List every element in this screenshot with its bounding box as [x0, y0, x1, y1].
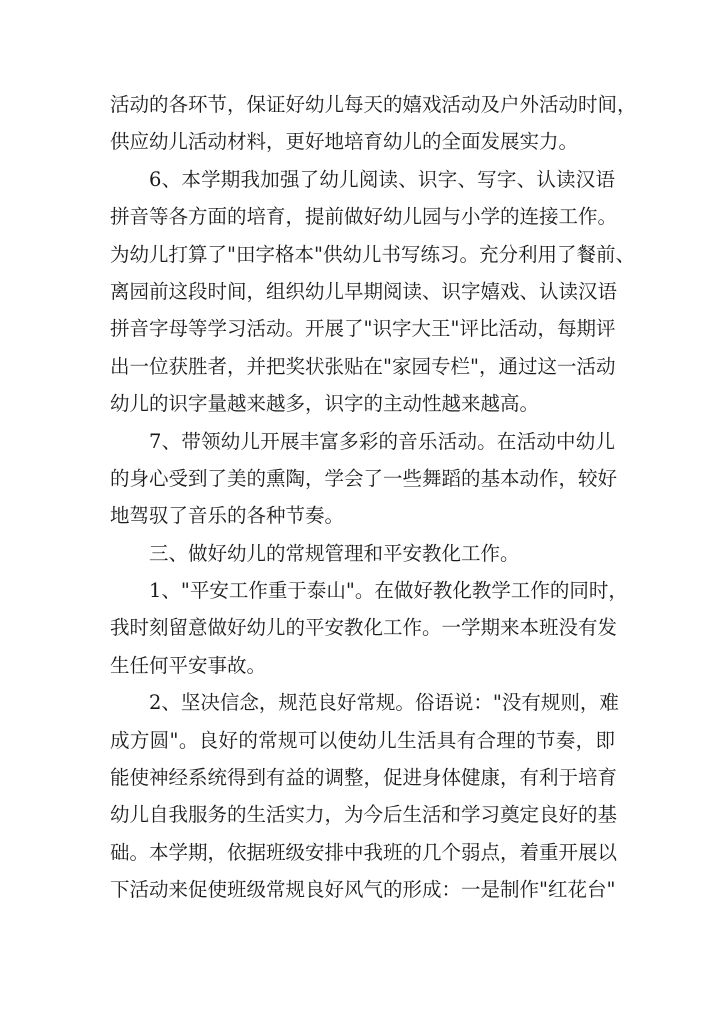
text-line: 拼音等各方面的培育，提前做好幼儿园与小学的连接工作。: [110, 205, 618, 229]
text-line: 幼儿的识字量越来越多，识字的主动性越来越高。: [110, 392, 540, 416]
text-line: 出一位获胜者，并把奖状张贴在"家园专栏"，通过这一活动: [110, 354, 616, 378]
text-line: 为幼儿打算了"田字格本"供幼儿书写练习。充分利用了餐前、: [110, 242, 635, 266]
text-line: 拼音字母等学习活动。开展了"识字大王"评比活动，每期评: [110, 317, 616, 341]
text-line: 我时刻留意做好幼儿的平安教化工作。一学期来本班没有发: [110, 616, 618, 640]
section-heading: 三、做好幼儿的常规管理和平安教化工作。: [149, 541, 520, 565]
text-line: 生任何平安事故。: [110, 653, 267, 677]
text-line: 的身心受到了美的熏陶，学会了一些舞蹈的基本动作，较好: [110, 466, 618, 490]
text-line: 幼儿自我服务的生活实力，为今后生活和学习奠定良好的基: [110, 803, 618, 827]
text-line: 供应幼儿活动材料，更好地培育幼儿的全面发展实力。: [110, 130, 579, 154]
text-line: 地驾驭了音乐的各种节奏。: [110, 504, 345, 528]
text-line: 成方圆"。良好的常规可以使幼儿生活具有合理的节奏，即: [110, 728, 615, 752]
text-line: 离园前这段时间，组织幼儿早期阅读、识字嬉戏、认读汉语: [110, 279, 618, 303]
text-line: 活动的各环节，保证好幼儿每天的嬉戏活动及户外活动时间，: [110, 93, 637, 116]
body-text: [110, 86, 637, 909]
text-line: 2、坚决信念，规范良好常规。俗语说："没有规则，难: [149, 691, 619, 715]
text-line: 下活动来促使班级常规良好风气的形成：一是制作"红花台": [110, 878, 616, 902]
text-line: 1、"平安工作重于泰山"。在做好教化教学工作的同时，: [149, 579, 628, 603]
text-line: 能使神经系统得到有益的调整，促进身体健康，有利于培育: [110, 766, 618, 790]
text-line: 6、本学期我加强了幼儿阅读、识字、写字、认读汉语: [149, 167, 615, 191]
text-line: 础。本学期，依据班级安排中我班的几个弱点，着重开展以: [110, 840, 618, 864]
text-line: 7、带领幼儿开展丰富多彩的音乐活动。在活动中幼儿: [149, 429, 615, 453]
